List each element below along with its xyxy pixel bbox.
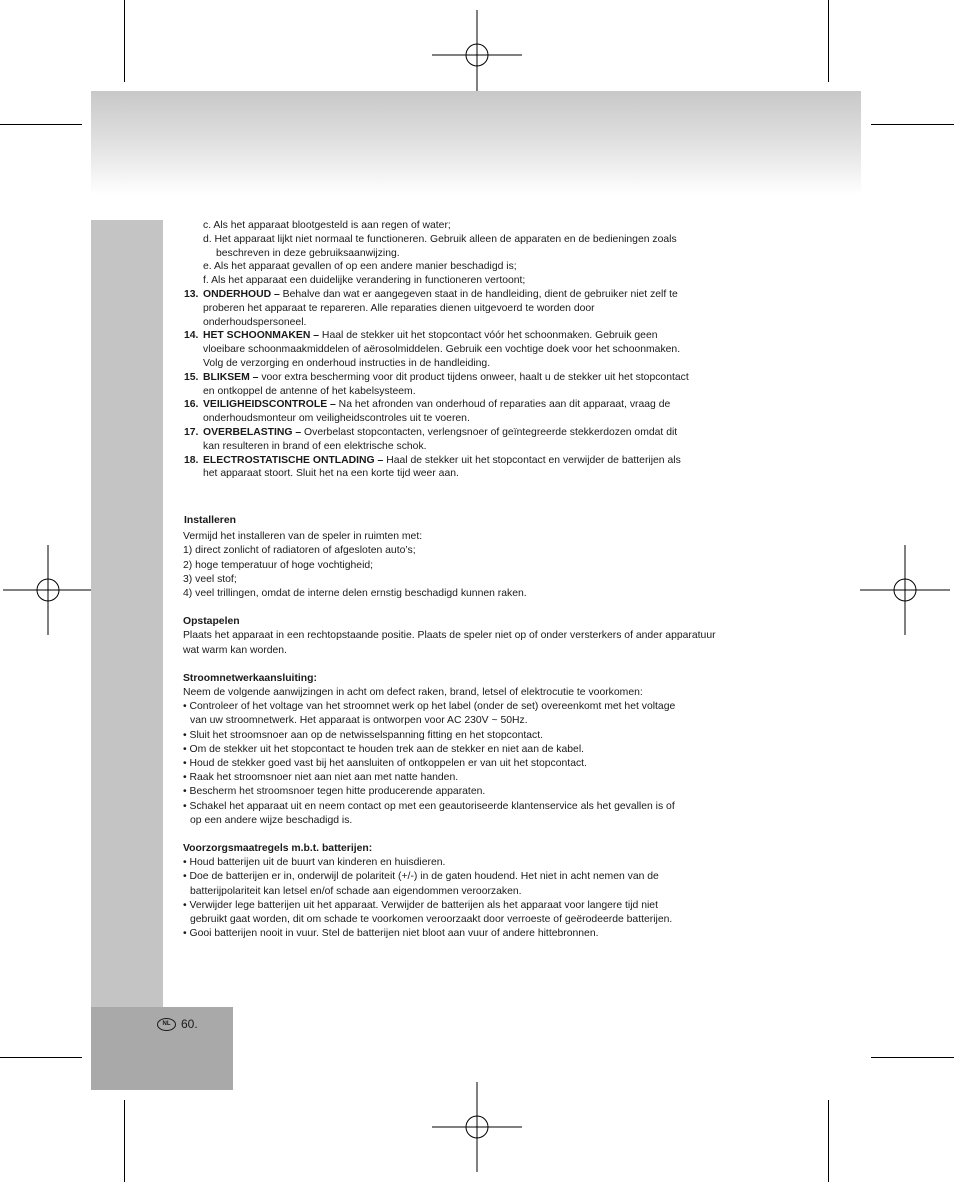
- paragraph-line: Plaats het apparaat in een rechtopstaande positie. Plaats de speler niet op of onder versterkers of ander apparatuur: [183, 630, 716, 642]
- registration-mark-left: [3, 545, 93, 635]
- crop-mark: [124, 1100, 125, 1182]
- header-band: [91, 91, 861, 195]
- list-item: • Om de stekker uit het stopcontact te houden trek aan de stekker en niet aan de kabel.: [183, 743, 585, 755]
- list-item: e. Als het apparaat gevallen of op een andere manier beschadigd is;: [203, 261, 517, 273]
- registration-mark-top: [432, 10, 522, 100]
- list-item: • Sluit het stroomsnoer aan op de netwisselspanning fitting en het stopcontact.: [183, 729, 544, 741]
- page-number: [157, 1016, 198, 1032]
- list-item: • Verwijder lege batterijen uit het apparaat. Verwijder de batterijen als het apparaat voor langere tijd niet gebruikt gaat worden, dit om schade te voorkomen veroorzaakt door verroeste of geërodeerde batterijen.: [183, 899, 673, 926]
- list-item: 17. OVERBELASTING – Overbelast stopcontacten, verlengsnoer of geïntegreerde stekkerdozen omdat dit kan resulteren in brand of een elektrische schok.: [184, 426, 678, 452]
- crop-mark: [124, 0, 125, 82]
- list-item: 13. ONDERHOUD – Behalve dan wat er aangegeven staat in de handleiding, dient de gebruiker niet zelf te proberen het apparaat te repareren. Alle reparaties dienen uitgevoerd te worden door onderhoudspersoneel.: [184, 288, 678, 328]
- list-item: f. Als het apparaat een duidelijke verandering in functioneren vertoont;: [203, 275, 526, 287]
- list-item: • Bescherm het stroomsnoer tegen hitte producerende apparaten.: [183, 786, 486, 798]
- list-item: • Controleer of het voltage van het stroomnet werk op het label (onder de set) overeenkomt met het voltage van uw stroomnetwerk. Het apparaat is ontworpen voor AC 230V ~ 50Hz.: [183, 701, 676, 727]
- crop-mark: [871, 1057, 954, 1058]
- list-item: 16. VEILIGHEIDSCONTROLE – Na het afronden van onderhoud of reparaties aan dit apparaat, vraag de onderhoudsmonteur om veiligheidscontroles uit te voeren.: [184, 399, 671, 425]
- section-title-installeren: Installeren: [184, 515, 236, 526]
- list-item: • Schakel het apparaat uit en neem contact op met een geautoriseerde klantenservice als het gevallen is of op een andere wijze beschadigd is.: [183, 800, 675, 826]
- crop-mark: [871, 124, 954, 125]
- paragraph-line: wat warm kan worden.: [183, 644, 287, 656]
- list-item: • Houd batterijen uit de buurt van kinderen en huisdieren.: [183, 857, 446, 869]
- page-number-text: 60.: [181, 1017, 198, 1031]
- list-item: • Raak het stroomsnoer niet aan niet aan met natte handen.: [183, 772, 459, 784]
- paragraph-line: 3) veel stof;: [183, 573, 237, 585]
- list-item: 15. BLIKSEM – voor extra bescherming voor dit product tijdens onweer, haalt u de stekker uit het stopcontact en ontkoppel de antenne of het kabelsysteem.: [184, 371, 689, 397]
- list-item: c. Als het apparaat blootgesteld is aan regen of water;: [203, 220, 451, 231]
- paragraph-line: 2) hoge temperatuur of hoge vochtigheid;: [183, 559, 374, 571]
- section-title-opstapelen: Opstapelen: [183, 616, 240, 628]
- language-badge-icon: NL: [157, 1018, 176, 1031]
- section-title-batterijen: Voorzorgsmaatregels m.b.t. batterijen:: [183, 843, 373, 855]
- registration-mark-right: [860, 545, 950, 635]
- sections: [183, 514, 793, 941]
- paragraph-line: 1) direct zonlicht of radiatoren of afgesloten auto’s;: [183, 545, 416, 557]
- safety-instructions-list: [184, 219, 784, 481]
- crop-mark: [0, 124, 82, 125]
- list-item: d. Het apparaat lijkt niet normaal te functioneren. Gebruik alleen de apparaten en de bedieningen zoals beschreven in deze gebruiksaanwijzing.: [203, 233, 677, 259]
- list-item: • Houd de stekker goed vast bij het aansluiten of ontkoppelen er van uit het stopcontact.: [183, 758, 587, 770]
- paragraph-line: 4) veel trillingen, omdat de interne delen ernstig beschadigd kunnen raken.: [183, 588, 527, 600]
- list-item: 18. ELECTROSTATISCHE ONTLADING – Haal de stekker uit het stopcontact en verwijder de batterijen als het apparaat stoort. Sluit het na een korte tijd weer aan.: [184, 454, 681, 480]
- crop-mark: [828, 1100, 829, 1182]
- list-item: • Gooi batterijen nooit in vuur. Stel de batterijen niet bloot aan vuur of andere hittebronnen.: [183, 928, 599, 940]
- paragraph-line: Neem de volgende aanwijzingen in acht om defect raken, brand, letsel of elektrocutie te voorkomen:: [183, 687, 643, 699]
- crop-mark: [0, 1057, 82, 1058]
- crop-mark: [828, 0, 829, 82]
- side-bar: [91, 220, 163, 1008]
- list-item: • Doe de batterijen er in, onderwijl de polariteit (+/-) in de gaten houdend. Het niet in acht nemen van de batterijpolariteit kan letsel en/of schade aan eigendommen veroorzaken.: [183, 871, 659, 897]
- registration-mark-bottom: [432, 1082, 522, 1172]
- paragraph-line: Vermijd het installeren van de speler in ruimten met:: [183, 531, 423, 543]
- list-item: 14. HET SCHOONMAKEN – Haal de stekker uit het stopcontact vóór het schoonmaken. Gebruik geen vloeibare schoonmaakmiddelen of aërosolmiddelen. Gebruik een vochtige doek voor het schoonmaken. Volg de verzorging en onderhoud instructies in de handleiding.: [184, 330, 681, 369]
- section-title-stroom: Stroomnetwerkaansluiting:: [183, 672, 317, 684]
